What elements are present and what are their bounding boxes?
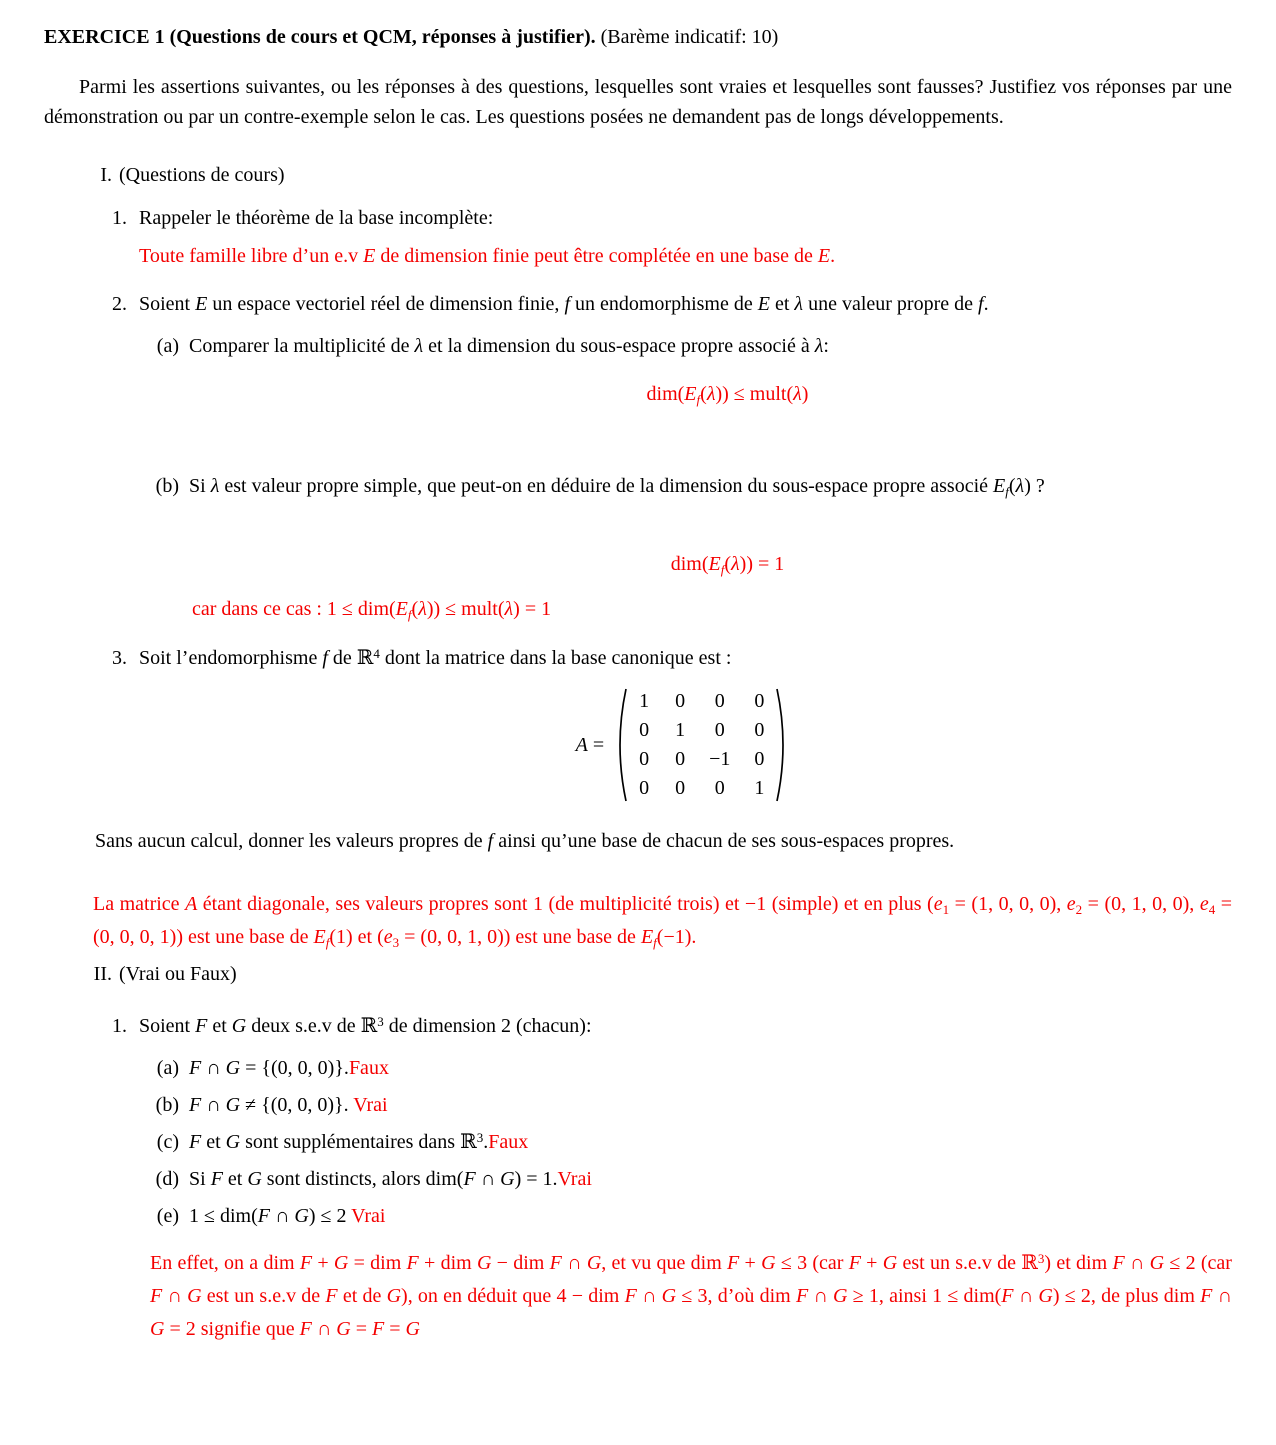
matrix-cell: 0: [714, 719, 725, 741]
tf-item-c-verdict: Faux: [488, 1131, 529, 1153]
formula-2a: [189, 379, 1232, 409]
tf-justification: En effet, on a dim F + G = dim F + dim G − dim F ∩ G, et vu que dim F + G ≤ 3 (car F + G est un s.e.v de ℝ$^3$) et dim F ∩ G ≤ 2 (car F ∩ G est un s.e.v de F et de G), on en déduit que 4 − dim F ∩ G ≤ 3, d’où dim F ∩ G ≥ 1, ainsi 1 ≤ dim(F ∩ G) ≤ 2, de plus dim F ∩ G = 2 signifie que F ∩ G = F = G: [150, 1251, 1232, 1340]
question-2b-text: Si λ est valeur propre simple, que peut-on en déduire de la dimension du sous-espace propre associé $E_f(\lambda)$ ?: [189, 475, 1045, 499]
tf-item-b-label: (b): [155, 1094, 179, 1116]
tf-item-a-label: (a): [156, 1057, 179, 1079]
answer-1: Toute famille libre d’un e.v E de dimension finie peut être complétée en une base de E.: [139, 245, 836, 267]
answer-3: La matrice A étant diagonale, ses valeurs propres sont 1 (de multiplicité trois) et −1 (simple) et en plus ($e_1 = (1$, 0, 0, 0), $e_2 = (0$, 1, 0, 0), $e_4 = (0$, 0, 0, 1)) est une base de $E_f(1)$ et ($e_3 = (0$, 0, 1, 0)) est une base de $E_f(-1)$.: [93, 893, 1232, 950]
tf-item-a-statement: F ∩ G = {(0, 0, 0)}.: [189, 1057, 349, 1079]
tf-item-e-label: (e): [156, 1205, 179, 1227]
section2-question-1-text: Soient F et G deux s.e.v de ℝ$^3$ de dimension 2 (chacun):: [139, 1014, 592, 1037]
matrix-grid: [628, 687, 775, 803]
matrix-cell: 1: [639, 690, 650, 712]
tf-item-a: [44, 1053, 1232, 1083]
tf-item-c-text: [189, 1127, 1232, 1157]
tf-item-e: [44, 1201, 1232, 1231]
matrix-left-paren: [612, 686, 628, 804]
matrix-cell: 0: [639, 748, 650, 770]
section-2-heading: [44, 959, 1232, 989]
question-3-number: 3.: [112, 647, 127, 669]
tf-item-a-text: [189, 1053, 1232, 1083]
matrix-cell: 1: [675, 719, 686, 741]
tf-item-e-statement: 1 ≤ dim(F ∩ G) ≤ 2: [189, 1205, 352, 1227]
formula-2b: [189, 549, 1232, 579]
tf-item-b-verdict: Vrai: [353, 1094, 388, 1116]
tf-item-b: [44, 1090, 1232, 1120]
tf-item-d-verdict: Vrai: [557, 1168, 592, 1190]
section-1-heading: [44, 160, 1232, 190]
question-2-text: Soient E un espace vectoriel réel de dimension finie, f un endomorphisme de E et λ une valeur propre de f.: [139, 293, 989, 315]
matrix-cell: 0: [754, 690, 765, 712]
question-1-number: 1.: [112, 207, 127, 229]
answer-2b-note: car dans ce cas : $1 \le dim(E_f(\lambda))$ ≤ mult(λ) = 1: [192, 598, 552, 622]
tf-item-b-statement: F ∩ G ≠ {(0, 0, 0)}.: [189, 1094, 354, 1116]
question-3-text: Soit l’endomorphisme f de ℝ$^4$ dont la matrice dans la base canonique est :: [139, 646, 732, 669]
matrix-cell: 0: [754, 748, 765, 770]
section2-question-1-number: 1.: [112, 1015, 127, 1037]
question-2a-label: (a): [156, 335, 179, 357]
tf-item-e-verdict: Vrai: [351, 1205, 386, 1227]
question-1: [44, 203, 1232, 233]
tf-item-c-label: (c): [156, 1131, 179, 1153]
matrix-cell: 0: [714, 777, 725, 799]
matrix-equation: [576, 686, 792, 804]
question-2a-text: Comparer la multiplicité de λ et la dimension du sous-espace propre associé à λ:: [189, 335, 829, 357]
intro-paragraph: Parmi les assertions suivantes, ou les réponses à des questions, lesquelles sont vraies et lesquelles sont fausses? Justifiez vos réponses par une démonstration ou par un contre-exemple selon le cas. Les questions posées ne demandent pas de longs développements.: [44, 76, 1232, 128]
question-2-number: 2.: [112, 293, 127, 315]
matrix-cell: 0: [754, 719, 765, 741]
matrix-cell: 0: [714, 690, 725, 712]
question-2a: [44, 331, 1232, 361]
exercise-title-bold: EXERCICE 1 (Questions de cours et QCM, réponses à justifier).: [44, 26, 596, 48]
matrix-cell: −1: [709, 748, 731, 770]
matrix-cell: 0: [675, 690, 686, 712]
matrix-cell: 0: [675, 777, 686, 799]
tf-item-e-text: [189, 1201, 1232, 1231]
question-3-followup: Sans aucun calcul, donner les valeurs propres de f ainsi qu’une base de chacun de ses sous-espaces propres.: [95, 830, 955, 852]
true-false-list: [44, 1053, 1232, 1231]
section-2-title: (Vrai ou Faux): [119, 963, 237, 985]
tf-item-c-statement: F et G sont supplémentaires dans ℝ$^3$.: [189, 1130, 489, 1153]
exercise-title-bareme: (Barème indicatif: 10): [595, 26, 779, 48]
tf-item-d-label: (d): [155, 1168, 179, 1190]
formula-2a-math: $dim(E_f(\lambda))$ ≤ mult(λ): [646, 383, 809, 407]
question-1-text: Rappeler le théorème de la base incomplète:: [139, 207, 494, 229]
tf-item-d-text: [189, 1164, 1232, 1194]
tf-item-c: [44, 1127, 1232, 1157]
tf-item-a-verdict: Faux: [348, 1057, 389, 1079]
question-2: [44, 289, 1232, 319]
section-2-label: II.: [93, 963, 112, 985]
tf-item-d: [44, 1164, 1232, 1194]
tf-item-d-statement: Si F et G sont distincts, alors dim(F ∩ G) = 1.: [189, 1168, 558, 1190]
matrix-right-paren: [775, 686, 791, 804]
question-2b-label: (b): [155, 475, 179, 497]
section2-question-1: [44, 1011, 1232, 1041]
matrix-lhs: A =: [575, 734, 605, 756]
section-1-label: I.: [100, 164, 112, 186]
matrix-cell: 0: [639, 777, 650, 799]
section-1-title: (Questions de cours): [119, 164, 285, 186]
tf-item-b-text: [189, 1090, 1232, 1120]
matrix-cell: 1: [754, 777, 765, 799]
formula-2b-math: $dim(E_f(\lambda)) = 1$: [670, 553, 785, 577]
exercise-title: [44, 22, 1232, 52]
matrix-cell: 0: [639, 719, 650, 741]
matrix-cell: 0: [675, 748, 686, 770]
question-2b: [44, 471, 1232, 501]
matrix-block: [145, 686, 1232, 804]
question-3: [44, 643, 1232, 673]
